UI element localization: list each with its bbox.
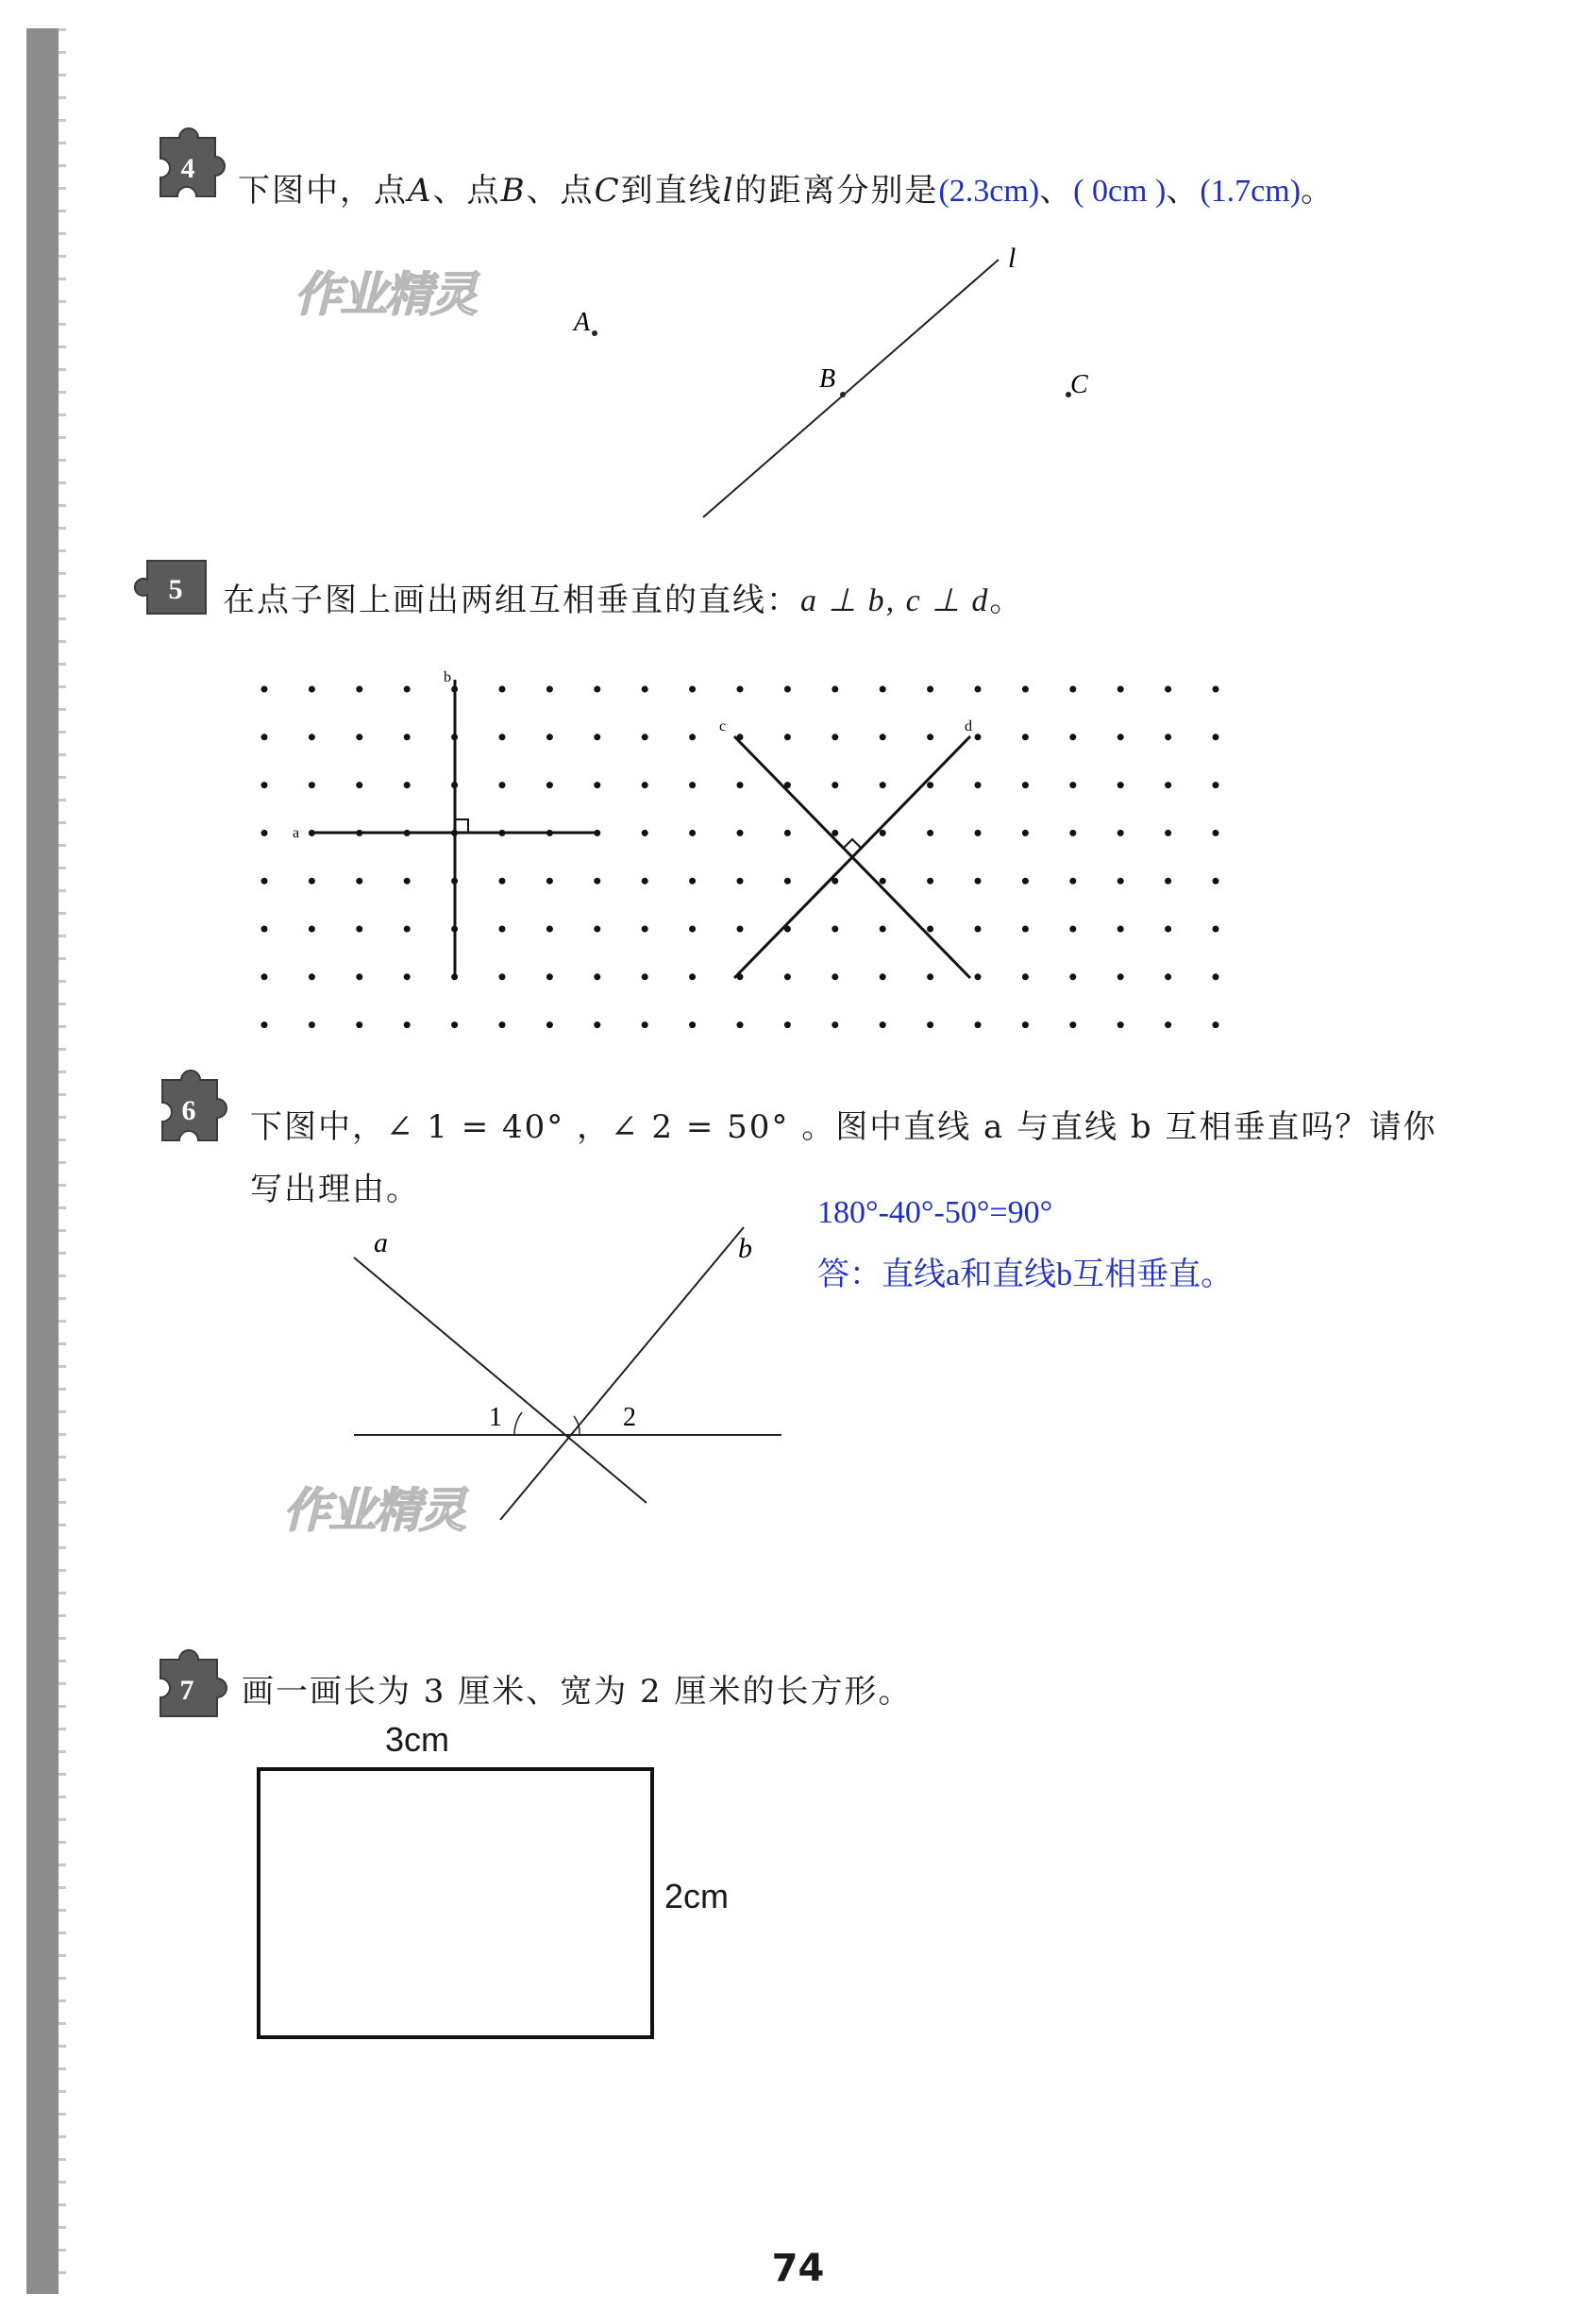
q7-length-label: 3cm xyxy=(385,1720,450,1759)
q7-question-text: 画一画长为 3 厘米、宽为 2 厘米的长方形。 xyxy=(242,1673,913,1711)
grid-dot xyxy=(1117,878,1124,885)
q5-text-end: 。 xyxy=(989,582,1024,619)
grid-dot xyxy=(689,782,696,788)
grid-dot xyxy=(784,686,791,693)
grid-dot xyxy=(1022,1021,1029,1028)
grid-dot xyxy=(1165,973,1171,980)
grid-dot xyxy=(642,878,648,885)
grid-dot xyxy=(356,878,362,885)
grid-dot xyxy=(927,878,933,885)
q6-label-b: b xyxy=(738,1233,752,1264)
q6-angle-2-arc xyxy=(574,1416,580,1435)
grid-dot xyxy=(1022,878,1029,885)
grid-dot xyxy=(1165,782,1171,788)
grid-dot xyxy=(642,973,648,980)
grid-dot xyxy=(689,734,696,740)
page-binding-edge xyxy=(59,28,66,2294)
grid-dot xyxy=(1022,782,1029,788)
grid-dot xyxy=(927,830,933,836)
grid-dot xyxy=(1117,782,1124,788)
grid-dot xyxy=(642,782,648,788)
watermark-bottom: 作业精灵 xyxy=(283,1483,464,1538)
watermark-top: 作业精灵 xyxy=(294,267,476,322)
grid-dot xyxy=(1165,878,1171,885)
label-c: c xyxy=(719,718,727,734)
grid-dot xyxy=(927,782,933,788)
grid-dot xyxy=(309,926,315,933)
q4-point-c-ref: C xyxy=(594,172,621,210)
grid-dot xyxy=(1022,926,1029,933)
q4-question-text xyxy=(238,164,1335,211)
q5-text: 在点子图上画出两组互相垂直的直线： xyxy=(223,582,800,619)
grid-dot xyxy=(499,686,506,693)
grid-dot xyxy=(261,926,268,933)
grid-dot xyxy=(404,734,411,740)
grid-dot xyxy=(737,686,744,693)
grid-dot xyxy=(880,830,886,836)
grid-dot xyxy=(832,686,838,693)
grid-dot xyxy=(642,1021,648,1028)
grid-dot xyxy=(404,782,411,788)
grid-dot xyxy=(356,973,362,980)
q7-width-label: 2cm xyxy=(664,1877,730,1915)
q6-question-line-1: 下图中，∠ 1 = 40° ，∠ 2 = 50° 。图中直线 a 与直线 b 互相垂直吗？请你 xyxy=(250,1108,1437,1146)
grid-dot xyxy=(594,926,600,933)
grid-dot xyxy=(1165,734,1171,740)
grid-dot xyxy=(1117,830,1124,836)
q6-label-a: a xyxy=(374,1227,388,1258)
question-badge-5 xyxy=(130,549,225,625)
grid-dot xyxy=(1117,734,1124,740)
grid-dot xyxy=(784,973,791,980)
q4-text-mid2: 的距离分别是 xyxy=(734,172,939,210)
grid-dot xyxy=(975,878,982,885)
grid-dot xyxy=(1022,686,1029,693)
grid-dot xyxy=(404,973,411,980)
grid-dot xyxy=(499,1021,506,1028)
grid-dot xyxy=(546,878,553,885)
grid-dot xyxy=(975,686,982,693)
grid-dot xyxy=(594,973,600,980)
grid-dot xyxy=(880,686,886,693)
grid-dot xyxy=(689,1021,696,1028)
q4-text-sep4: 、 xyxy=(1166,172,1201,210)
grid-dot xyxy=(975,782,982,788)
grid-dot xyxy=(594,1021,600,1028)
grid-dot xyxy=(261,878,268,885)
grid-dot xyxy=(880,782,886,788)
grid-dot xyxy=(1117,973,1124,980)
grid-dot xyxy=(499,782,506,788)
q4-point-a-ref: A xyxy=(408,172,433,210)
badge-number-4: 4 xyxy=(180,153,195,184)
grid-dot xyxy=(927,686,933,693)
grid-dot xyxy=(832,734,838,740)
grid-dot xyxy=(832,782,838,788)
q4-point-b-ref: B xyxy=(500,172,527,210)
grid-dot xyxy=(975,830,982,836)
q6-answer-calculation: 180°-40°-50°=90° xyxy=(817,1195,1053,1230)
right-angle-mark-ab xyxy=(455,819,468,833)
grid-dot xyxy=(1213,1021,1219,1028)
badge-number-6: 6 xyxy=(181,1095,196,1126)
question-badge-6 xyxy=(132,1059,245,1163)
grid-dot xyxy=(1069,734,1076,740)
grid-dot xyxy=(1069,782,1076,788)
q4-label-b: B xyxy=(819,364,836,394)
dot-grid xyxy=(261,686,1219,1029)
grid-dot xyxy=(880,973,886,980)
q4-label-l: l xyxy=(1008,243,1016,274)
grid-dot xyxy=(1069,973,1076,980)
grid-dot xyxy=(594,878,600,885)
grid-dot xyxy=(880,926,886,933)
grid-dot xyxy=(975,734,982,740)
grid-dot xyxy=(356,926,362,933)
grid-dot xyxy=(689,973,696,980)
grid-dot xyxy=(1069,878,1076,885)
grid-dot xyxy=(832,973,838,980)
badge-number-7: 7 xyxy=(179,1675,194,1706)
grid-dot xyxy=(594,686,600,693)
grid-dot xyxy=(546,734,553,740)
label-a: a xyxy=(293,825,300,841)
grid-dot xyxy=(689,878,696,885)
grid-dot xyxy=(356,734,362,740)
grid-dot xyxy=(1165,830,1171,836)
grid-dot xyxy=(356,1021,362,1028)
grid-dot xyxy=(975,1021,982,1028)
grid-dot xyxy=(784,1021,791,1028)
grid-dot xyxy=(689,926,696,933)
q4-text-end: 。 xyxy=(1301,172,1336,210)
grid-dot xyxy=(927,973,933,980)
grid-dot xyxy=(737,1021,744,1028)
badge-number-5: 5 xyxy=(168,574,183,605)
grid-dot xyxy=(1117,686,1124,693)
grid-dot xyxy=(975,926,982,933)
grid-dot xyxy=(689,686,696,693)
q4-figure xyxy=(547,236,1114,538)
grid-dot xyxy=(356,782,362,788)
q4-text-sep2: 、点 xyxy=(526,172,595,210)
grid-dot xyxy=(1022,973,1029,980)
grid-dot xyxy=(451,1021,458,1028)
grid-dot xyxy=(404,1021,411,1028)
grid-dot xyxy=(784,878,791,885)
grid-dot xyxy=(784,734,791,740)
grid-dot xyxy=(261,686,268,693)
grid-dot xyxy=(261,973,268,980)
q6-angle-1-arc xyxy=(514,1412,522,1435)
grid-dot xyxy=(737,926,744,933)
grid-dot xyxy=(1069,1021,1076,1028)
grid-dot xyxy=(737,782,744,788)
grid-dot xyxy=(927,1021,933,1028)
q4-text-mid: 到直线 xyxy=(620,172,723,210)
grid-dot xyxy=(499,734,506,740)
grid-dot xyxy=(546,782,553,788)
grid-dot xyxy=(1213,878,1219,885)
q5-question-text xyxy=(223,574,1023,620)
grid-dot xyxy=(356,686,362,693)
grid-dot xyxy=(784,830,791,836)
grid-dot xyxy=(261,1021,268,1028)
grid-dot xyxy=(404,686,411,693)
grid-dot xyxy=(404,878,411,885)
q6-answer-text: 答：直线a和直线b互相垂直。 xyxy=(817,1257,1234,1292)
grid-dot xyxy=(1213,734,1219,740)
grid-dot xyxy=(261,830,268,836)
q4-text-sep3: 、 xyxy=(1039,172,1074,210)
q4-line-ref: l xyxy=(722,172,735,210)
grid-dot xyxy=(1022,830,1029,836)
q6-question-line-2: 写出理由。 xyxy=(250,1171,420,1208)
grid-dot xyxy=(1069,686,1076,693)
grid-dot xyxy=(927,926,933,933)
grid-dot xyxy=(832,926,838,933)
grid-dot xyxy=(404,926,411,933)
grid-dot xyxy=(309,878,315,885)
label-b: b xyxy=(444,669,451,685)
q4-line-l xyxy=(703,260,999,517)
grid-dot xyxy=(1165,926,1171,933)
q5-dot-grid-figure xyxy=(245,661,1246,1038)
q6-line-b xyxy=(500,1227,744,1520)
grid-dot xyxy=(499,973,506,980)
grid-dot xyxy=(975,973,982,980)
question-badge-4 xyxy=(132,121,241,215)
grid-dot xyxy=(927,734,933,740)
grid-dot xyxy=(880,878,886,885)
grid-dot xyxy=(309,734,315,740)
grid-dot xyxy=(880,1021,886,1028)
q4-text-prefix: 下图中，点 xyxy=(238,172,408,210)
grid-dot xyxy=(1117,926,1124,933)
q6-line-a xyxy=(354,1257,647,1503)
grid-dot xyxy=(1213,686,1219,693)
q4-answer-3: (1.7cm) xyxy=(1200,174,1302,209)
grid-dot xyxy=(1213,973,1219,980)
page-binding-strip xyxy=(26,28,59,2294)
grid-dot xyxy=(1165,1021,1171,1028)
grid-dot xyxy=(261,782,268,788)
grid-dot xyxy=(309,973,315,980)
grid-dot xyxy=(880,734,886,740)
grid-dot xyxy=(1069,830,1076,836)
grid-dot xyxy=(1165,686,1171,693)
grid-dot xyxy=(1069,926,1076,933)
grid-dot xyxy=(261,734,268,740)
q4-label-c: C xyxy=(1070,370,1088,399)
grid-dot xyxy=(594,734,600,740)
right-angle-mark-cd xyxy=(844,839,861,848)
q4-point-a xyxy=(592,330,597,336)
label-d: d xyxy=(965,718,972,734)
grid-dot xyxy=(642,926,648,933)
grid-dot xyxy=(689,830,696,836)
question-badge-7 xyxy=(132,1631,245,1726)
grid-dot xyxy=(1117,1021,1124,1028)
q4-answer-1: (2.3cm) xyxy=(938,174,1040,209)
grid-dot xyxy=(1213,830,1219,836)
q6-label-angle-1: 1 xyxy=(489,1403,502,1432)
grid-dot xyxy=(832,1021,838,1028)
grid-dot xyxy=(546,926,553,933)
grid-dot xyxy=(499,926,506,933)
q4-point-b xyxy=(840,392,846,397)
grid-dot xyxy=(309,686,315,693)
grid-dot xyxy=(1022,734,1029,740)
grid-dot xyxy=(546,973,553,980)
grid-dot xyxy=(309,782,315,788)
grid-dot xyxy=(642,734,648,740)
grid-dot xyxy=(546,686,553,693)
grid-dot xyxy=(546,1021,553,1028)
page-number: 74 xyxy=(771,2247,825,2290)
q4-label-a: A xyxy=(574,308,591,337)
q7-rectangle xyxy=(257,1767,654,2039)
grid-dot xyxy=(499,878,506,885)
grid-dot xyxy=(642,686,648,693)
q6-label-angle-2: 2 xyxy=(623,1403,636,1432)
grid-dot xyxy=(594,782,600,788)
grid-dot xyxy=(737,830,744,836)
grid-dot xyxy=(309,1021,315,1028)
grid-dot xyxy=(1213,926,1219,933)
q5-formula: a ⊥ b, c ⊥ d xyxy=(800,583,990,618)
q4-answer-2: ( 0cm ) xyxy=(1073,174,1167,209)
q4-text-sep1: 、点 xyxy=(432,172,501,210)
grid-dot xyxy=(737,878,744,885)
grid-dot xyxy=(1213,782,1219,788)
grid-dot xyxy=(642,830,648,836)
